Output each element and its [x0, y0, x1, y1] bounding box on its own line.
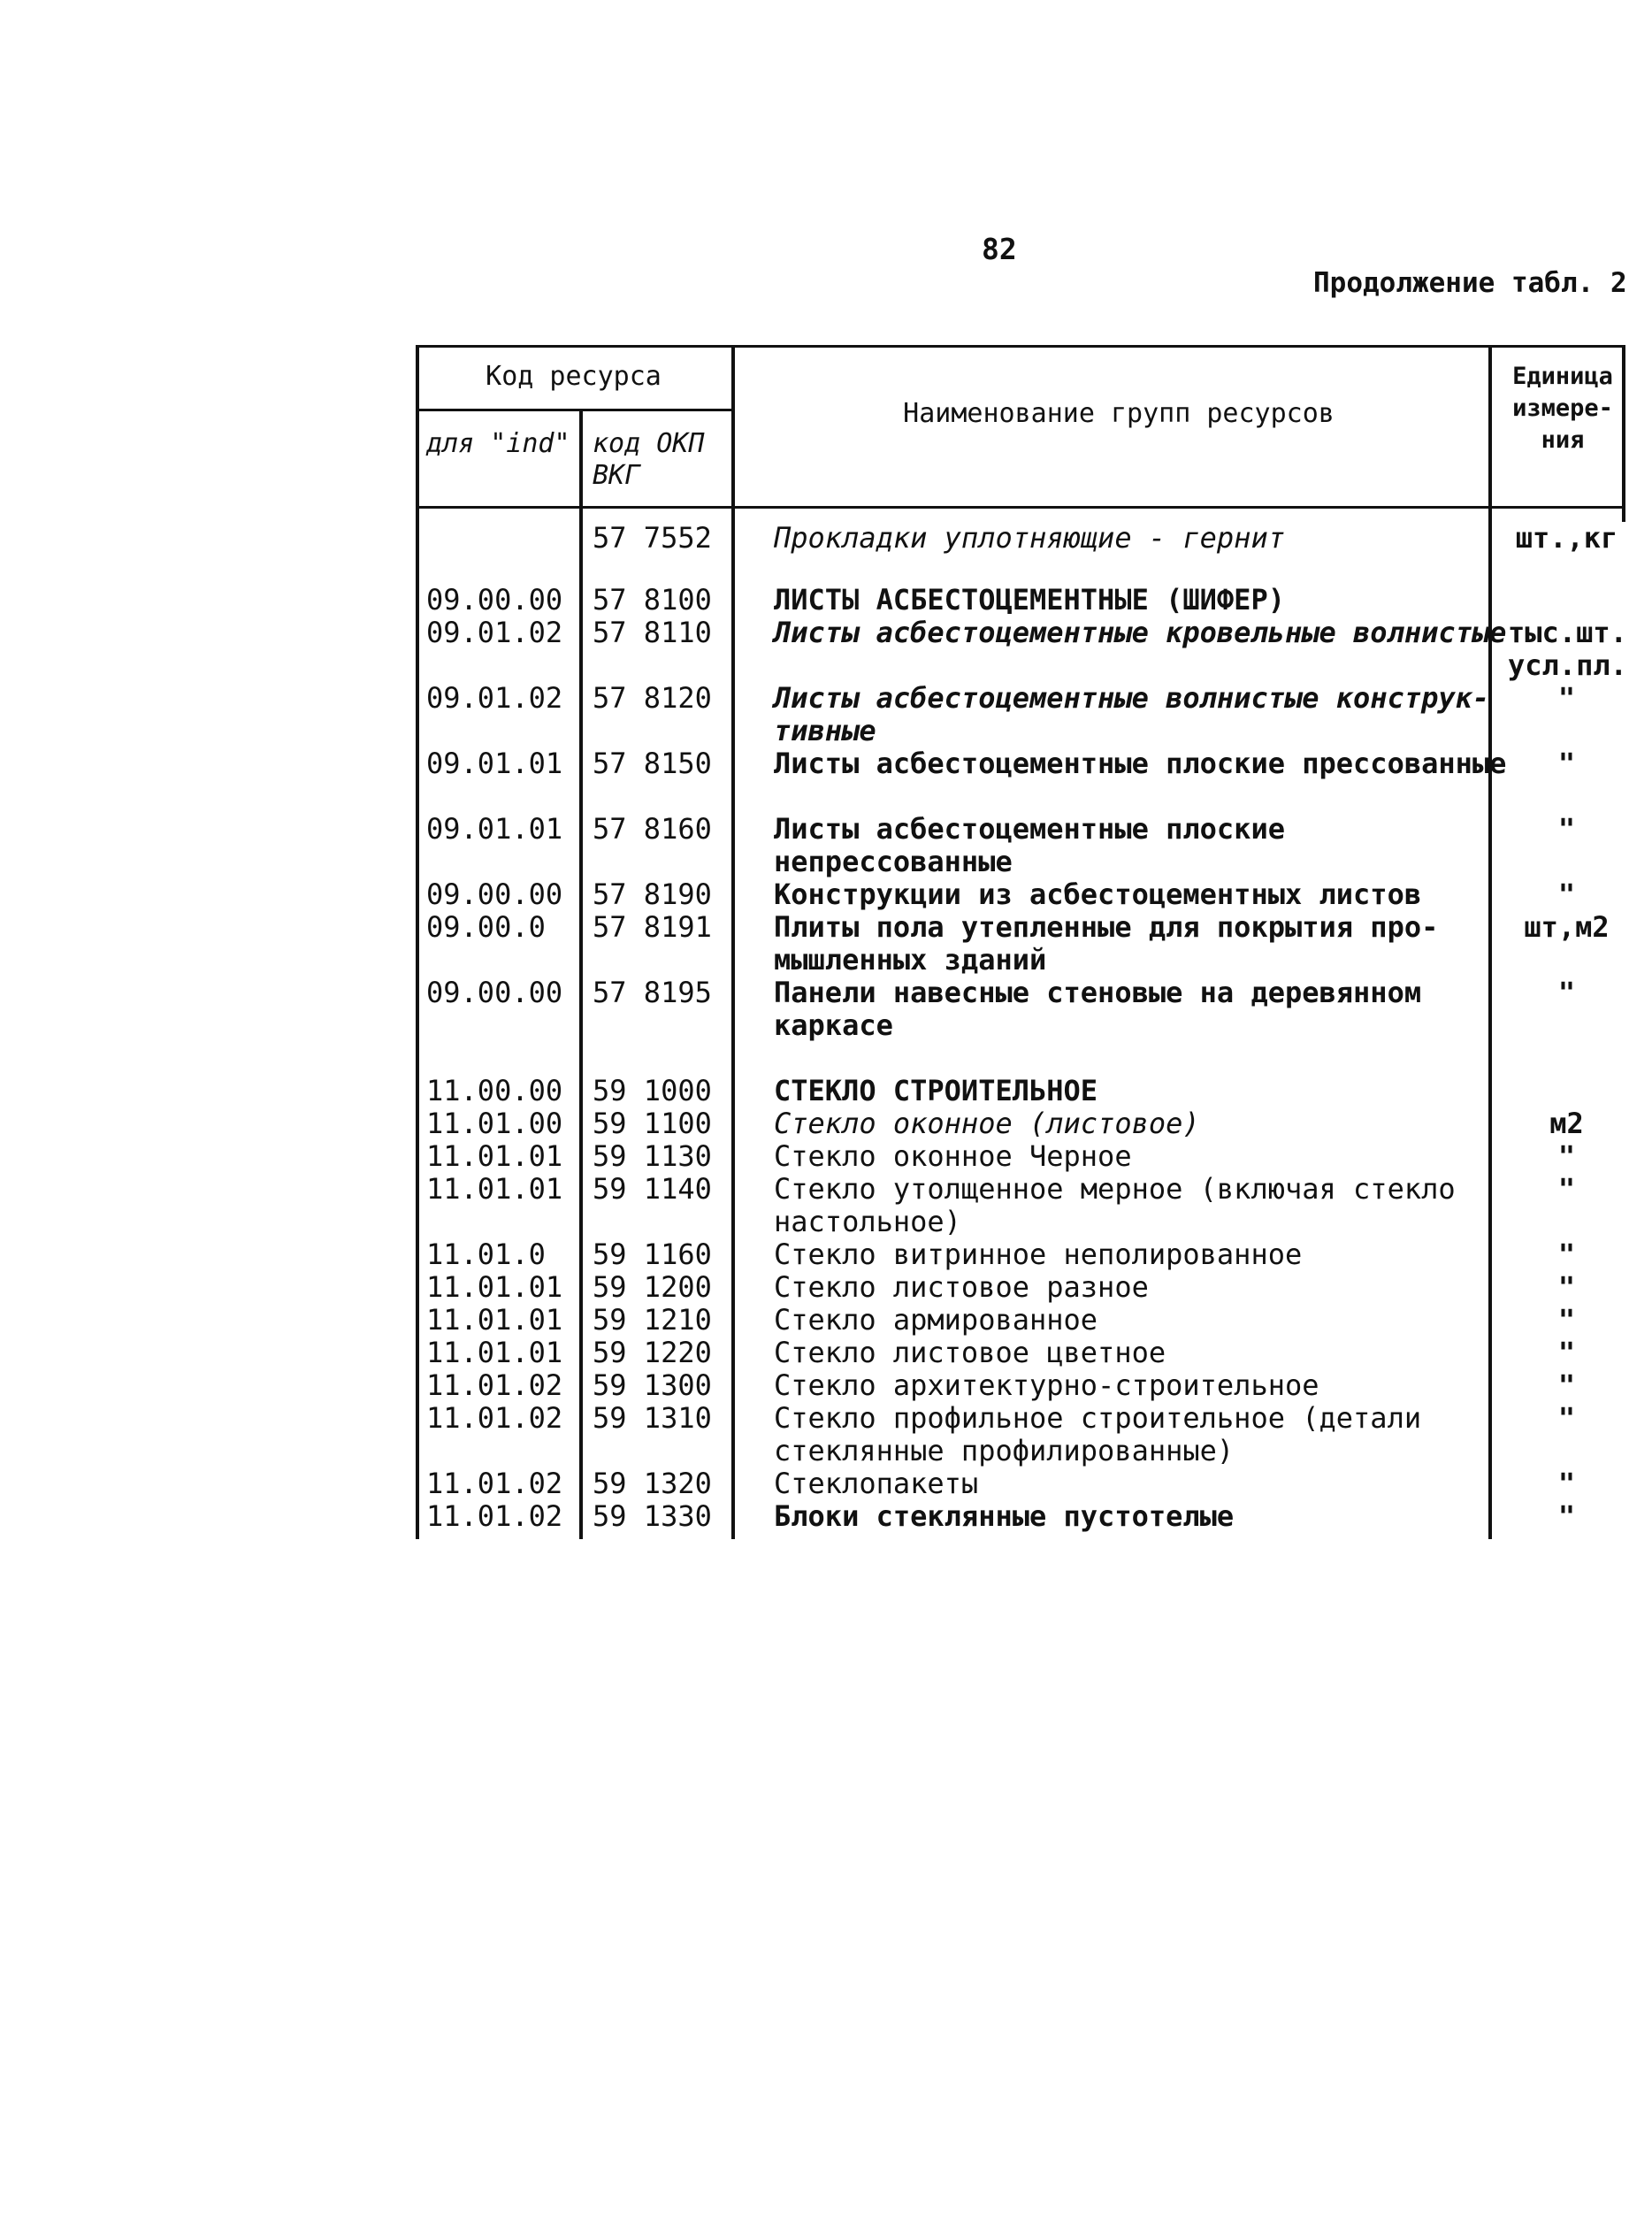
table-continuation-label: Продолжение табл. 2 — [1313, 267, 1627, 299]
cell-ind: 11.01.02 — [426, 1467, 563, 1500]
cell-name: Листы асбестоцементные волнистые конструк- тивные — [774, 681, 1490, 747]
cell-ind: 11.01.01 — [426, 1303, 563, 1337]
cell-ind: 09.00.00 — [426, 976, 563, 1009]
cell-name: Стекло архитектурно-строительное — [774, 1368, 1319, 1402]
cell-ind: 09.01.02 — [426, 681, 563, 715]
header-col-ind: для "ind" — [426, 428, 570, 459]
cell-unit: тыс.шт. усл.пл. — [1508, 616, 1627, 682]
cell-okp: 57 8100 — [593, 583, 712, 617]
cell-okp: 59 1200 — [593, 1270, 712, 1304]
cell-okp: 59 1220 — [593, 1336, 712, 1369]
cell-ind: 11.01.01 — [426, 1139, 563, 1173]
cell-ind: 11.01.01 — [426, 1270, 563, 1304]
cell-unit: шт.,кг — [1515, 521, 1618, 555]
cell-okp: 57 8120 — [593, 681, 712, 715]
cell-name: Листы асбестоцементные плоские прессованные — [774, 747, 1507, 780]
cell-name: Стекло оконное (листовое) — [774, 1107, 1200, 1140]
cell-ind: 11.01.00 — [426, 1107, 563, 1140]
cell-name: Конструкции из асбестоцементных листов — [774, 877, 1422, 911]
cell-ind: 09.00.00 — [426, 583, 563, 617]
cell-unit: " — [1557, 877, 1576, 911]
header-code-group: Код ресурса — [486, 361, 662, 392]
cell-okp: 59 1210 — [593, 1303, 712, 1337]
cell-unit: " — [1557, 747, 1576, 780]
cell-okp: 59 1300 — [593, 1368, 712, 1402]
cell-name: Блоки стеклянные пустотелые — [774, 1499, 1235, 1533]
cell-name: Стекло армированное — [774, 1303, 1098, 1337]
cell-ind: 11.01.01 — [426, 1172, 563, 1206]
cell-unit: " — [1557, 1467, 1576, 1500]
cell-name: Стекло оконное Черное — [774, 1139, 1132, 1173]
cell-unit: " — [1557, 1303, 1576, 1337]
cell-okp: 59 1310 — [593, 1401, 712, 1435]
cell-unit: " — [1557, 1401, 1576, 1435]
cell-unit: " — [1557, 976, 1576, 1009]
cell-name: Листы асбестоцементные кровельные волнистые — [774, 616, 1507, 649]
page-number: 82 — [982, 232, 1017, 266]
cell-unit: " — [1557, 1172, 1576, 1206]
resource-table — [416, 345, 1625, 1539]
header-col-unit: Единица измере- ния — [1512, 363, 1613, 454]
cell-name: СТЕКЛО СТРОИТЕЛЬНОЕ — [774, 1074, 1098, 1107]
cell-okp: 59 1330 — [593, 1499, 712, 1533]
cell-name: Стекло утолщенное мерное (включая стекло настольное) — [774, 1172, 1456, 1238]
cell-name: Листы асбестоцементные плоские непрессованные — [774, 812, 1285, 878]
cell-okp: 57 8150 — [593, 747, 712, 780]
cell-unit: " — [1557, 1237, 1576, 1271]
table-top-border — [416, 345, 1625, 348]
cell-name: Прокладки уплотняющие - гернит — [774, 521, 1285, 555]
cell-ind: 09.00.0 — [426, 910, 546, 944]
cell-name: Стекло листовое цветное — [774, 1336, 1166, 1369]
cell-ind: 11.01.01 — [426, 1336, 563, 1369]
cell-name: Стекло листовое разное — [774, 1270, 1149, 1304]
cell-okp: 59 1320 — [593, 1467, 712, 1500]
cell-unit: " — [1557, 1139, 1576, 1173]
cell-unit: " — [1557, 681, 1576, 715]
cell-okp: 57 8195 — [593, 976, 712, 1009]
cell-okp: 59 1000 — [593, 1074, 712, 1107]
cell-ind: 09.01.02 — [426, 616, 563, 649]
cell-unit: " — [1557, 1499, 1576, 1533]
header-bottom-rule — [416, 506, 1625, 509]
cell-okp: 59 1130 — [593, 1139, 712, 1173]
cell-ind: 11.00.00 — [426, 1074, 563, 1107]
cell-unit: " — [1557, 1336, 1576, 1369]
cell-okp: 59 1100 — [593, 1107, 712, 1140]
cell-ind: 09.01.01 — [426, 747, 563, 780]
cell-ind: 09.01.01 — [426, 812, 563, 846]
cell-okp: 57 8191 — [593, 910, 712, 944]
cell-unit: м2 — [1549, 1107, 1584, 1140]
table-left-border — [416, 345, 419, 1539]
cell-unit: шт,м2 — [1524, 910, 1610, 944]
cell-ind: 11.01.02 — [426, 1368, 563, 1402]
cell-unit: " — [1557, 1368, 1576, 1402]
cell-okp: 57 8190 — [593, 877, 712, 911]
cell-ind: 11.01.0 — [426, 1237, 546, 1271]
cell-unit: " — [1557, 812, 1576, 846]
cell-unit: " — [1557, 1270, 1576, 1304]
col-divider-okp — [731, 345, 735, 1539]
cell-name: Стекло витринное неполированное — [774, 1237, 1303, 1271]
cell-name: Стеклопакеты — [774, 1467, 979, 1500]
cell-name: Панели навесные стеновые на деревянном каркасе — [774, 976, 1422, 1042]
cell-okp: 57 8160 — [593, 812, 712, 846]
cell-name: Плиты пола утепленные для покрытия про- мышленных зданий — [774, 910, 1439, 977]
header-split-rule — [416, 409, 734, 411]
cell-okp: 59 1140 — [593, 1172, 712, 1206]
cell-ind: 09.00.00 — [426, 877, 563, 911]
cell-ind: 11.01.02 — [426, 1499, 563, 1533]
cell-name: ЛИСТЫ АСБЕСТОЦЕМЕНТНЫЕ (ШИФЕР) — [774, 583, 1285, 617]
cell-okp: 59 1160 — [593, 1237, 712, 1271]
cell-okp: 57 8110 — [593, 616, 712, 649]
cell-name: Стекло профильное строительное (детали стеклянные профилированные) — [774, 1401, 1422, 1467]
header-col-name: Наименование групп ресурсов — [903, 398, 1335, 429]
header-col-okp: код ОКП ВКГ — [593, 428, 705, 491]
cell-okp: 57 7552 — [593, 521, 712, 555]
cell-ind: 11.01.02 — [426, 1401, 563, 1435]
